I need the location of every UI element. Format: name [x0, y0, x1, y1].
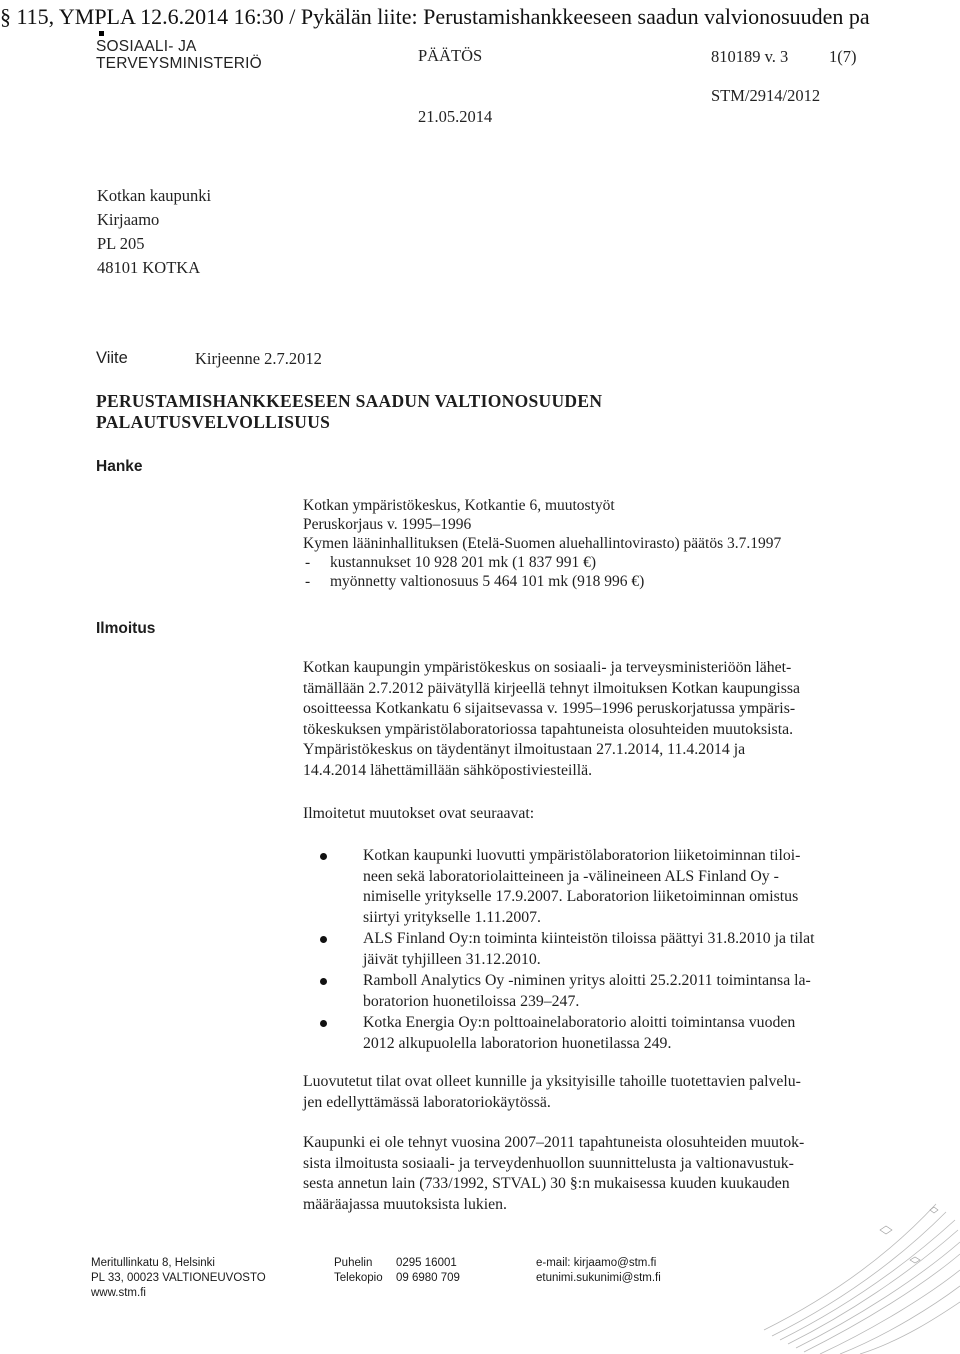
text-line: boratorion huonetiloissa 239–247. — [363, 992, 580, 1010]
text-line: osoitteessa Kotkankatu 6 sijaitsevassa v. 1995–1996 peruskorjatussa ympäris- — [303, 700, 796, 717]
footer-address-line-2: PL 33, 00023 VALTIONEUVOSTO — [91, 1272, 266, 1284]
footer-contact — [334, 1256, 460, 1286]
document-title — [96, 391, 602, 433]
list-item — [317, 971, 877, 1012]
hanke-line-2: Peruskorjaus v. 1995–1996 — [303, 516, 472, 533]
ilmoitus-paragraph-3 — [303, 1133, 804, 1215]
text-line: Kaupunki ei ole tehnyt vuosina 2007–2011 tapahtuneista olosuhteiden muutok- — [303, 1134, 805, 1151]
recipient-address — [97, 184, 211, 280]
recipient-line-1: Kotkan kaupunki — [97, 186, 212, 205]
recipient-line-3: PL 205 — [97, 234, 145, 253]
phone-label: Puhelin — [334, 1257, 373, 1269]
footer-fax — [334, 1271, 460, 1286]
recipient-line-4: 48101 KOTKA — [97, 258, 201, 277]
hanke-text — [303, 496, 781, 591]
text-line: tökeskuksen ympäristölaboratoriossa tapahtuneista olosuhteiden muutoksista. — [303, 720, 794, 738]
text-line: jen edellyttämässä laboratoriokäytössä. — [303, 1093, 551, 1111]
footer-address — [91, 1256, 266, 1301]
text-line: nimiselle yritykselle 17.9.2007. Laboratorion liiketoiminnan omistus — [363, 888, 799, 905]
corner-mark — [99, 31, 104, 36]
ilmoitus-label: Ilmoitus — [96, 620, 156, 637]
bullet-icon — [320, 1020, 327, 1027]
text-line: sesta annetun lain (733/1992, STVAL) 30 §:n mukaisessa kuuden kuukauden — [303, 1175, 790, 1192]
phone-value: 0295 16001 — [396, 1257, 457, 1269]
document-number: 810189 v. 3 — [711, 47, 789, 66]
record-number: STM/2914/2012 — [711, 86, 821, 105]
text-line: Kotkan kaupunki luovutti ympäristölaboratorion liiketoiminnan tiloi- — [363, 847, 801, 864]
document-date: 21.05.2014 — [418, 107, 493, 126]
title-line-2: PALAUTUSVELVOLLISUUS — [96, 412, 331, 432]
fax-label: Telekopio — [334, 1272, 383, 1284]
footer-phone — [334, 1256, 460, 1271]
text-line: ALS Finland Oy:n toiminta kiinteistön tiloissa päättyi 31.8.2010 ja tilat — [363, 930, 815, 947]
ministry-line-1: SOSIAALI- JA — [96, 38, 197, 55]
list-item — [317, 929, 877, 970]
hanke-line-3: Kymen lääninhallituksen (Etelä-Suomen aluehallintovirasto) päätös 3.7.1997 — [303, 535, 782, 552]
fax-value: 09 6980 709 — [396, 1272, 460, 1284]
hanke-line-1: Kotkan ympäristökeskus, Kotkantie 6, muutostyöt — [303, 497, 615, 514]
text-line: Luovutetut tilat ovat olleet kunnille ja yksityisille tahoille tuotettavien palvelu- — [303, 1073, 801, 1090]
text-line: Kotkan kaupungin ympäristökeskus on sosiaali- ja terveysministeriöön lähet- — [303, 659, 792, 676]
footer-email-1: e-mail: kirjaamo@stm.fi — [536, 1257, 657, 1269]
text-line: neen sekä laboratoriolaitteineen ja -välineineen ALS Finland Oy - — [363, 867, 779, 885]
page-number: 1(7) — [829, 47, 857, 66]
text-line: 2012 alkupuolella laboratorion huonetilassa 249. — [363, 1034, 672, 1052]
ilmoitus-paragraph-1 — [303, 658, 800, 781]
hanke-cost-list — [303, 553, 781, 591]
list-item — [317, 1013, 877, 1054]
seal-watermark-icon — [760, 1190, 960, 1354]
list-item — [317, 846, 877, 928]
text-line: 14.4.2014 lähettämillään sähköpostiviesteillä. — [303, 761, 593, 779]
list-item: - kustannukset 10 928 201 mk (1 837 991 €) — [303, 553, 781, 572]
ministry-name — [96, 38, 262, 72]
text-line: tämällään 2.7.2012 päivätyllä kirjeellä tehnyt ilmoituksen Kotkan kaupungissa — [303, 679, 801, 697]
bullet-icon — [320, 853, 327, 860]
text-line: sista ilmoitusta sosiaali- ja terveydenhuollon suunnittelusta ja valtionavustuk- — [303, 1154, 794, 1172]
changes-list — [317, 846, 877, 1055]
reference-value: Kirjeenne 2.7.2012 — [195, 349, 322, 368]
ilmoitus-paragraph-2 — [303, 1072, 801, 1113]
text-line: Ympäristökeskus on täydentänyt ilmoitustaan 27.1.2014, 11.4.2014 ja — [303, 741, 746, 758]
text-line: siirtyi yritykselle 1.11.2007. — [363, 908, 541, 926]
footer-email-2: etunimi.sukunimi@stm.fi — [536, 1272, 661, 1284]
list-item: - myönnetty valtionosuus 5 464 101 mk (918 996 €) — [303, 572, 781, 591]
footer-address-line-1: Meritullinkatu 8, Helsinki — [91, 1257, 215, 1269]
text-line: jäivät tyhjilleen 31.12.2010. — [363, 950, 541, 968]
footer-email — [536, 1256, 661, 1286]
footer-website: www.stm.fi — [91, 1287, 146, 1299]
text-line: Ramboll Analytics Oy -niminen yritys aloitti 25.2.2011 toimintansa la- — [363, 972, 811, 989]
hanke-label: Hanke — [96, 458, 143, 475]
document-type: PÄÄTÖS — [418, 46, 483, 65]
top-banner: § 115, YMPLA 12.6.2014 16:30 / Pykälän liite: Perustamishankkeeseen saadun valvionosuuden pa — [0, 4, 870, 29]
title-line-1: PERUSTAMISHANKKEESEEN SAADUN VALTIONOSUUDEN — [96, 391, 603, 411]
changes-intro: Ilmoitetut muutokset ovat seuraavat: — [303, 805, 535, 822]
text-line: määräajassa muutoksista lukien. — [303, 1195, 507, 1213]
reference-label: Viite — [96, 349, 128, 367]
recipient-line-2: Kirjaamo — [97, 210, 160, 229]
ministry-line-2: TERVEYSMINISTERIÖ — [96, 55, 262, 72]
bullet-icon — [320, 978, 327, 985]
bullet-icon — [320, 936, 327, 943]
text-line: Kotka Energia Oy:n polttoainelaboratorio aloitti toimintansa vuoden — [363, 1014, 796, 1031]
